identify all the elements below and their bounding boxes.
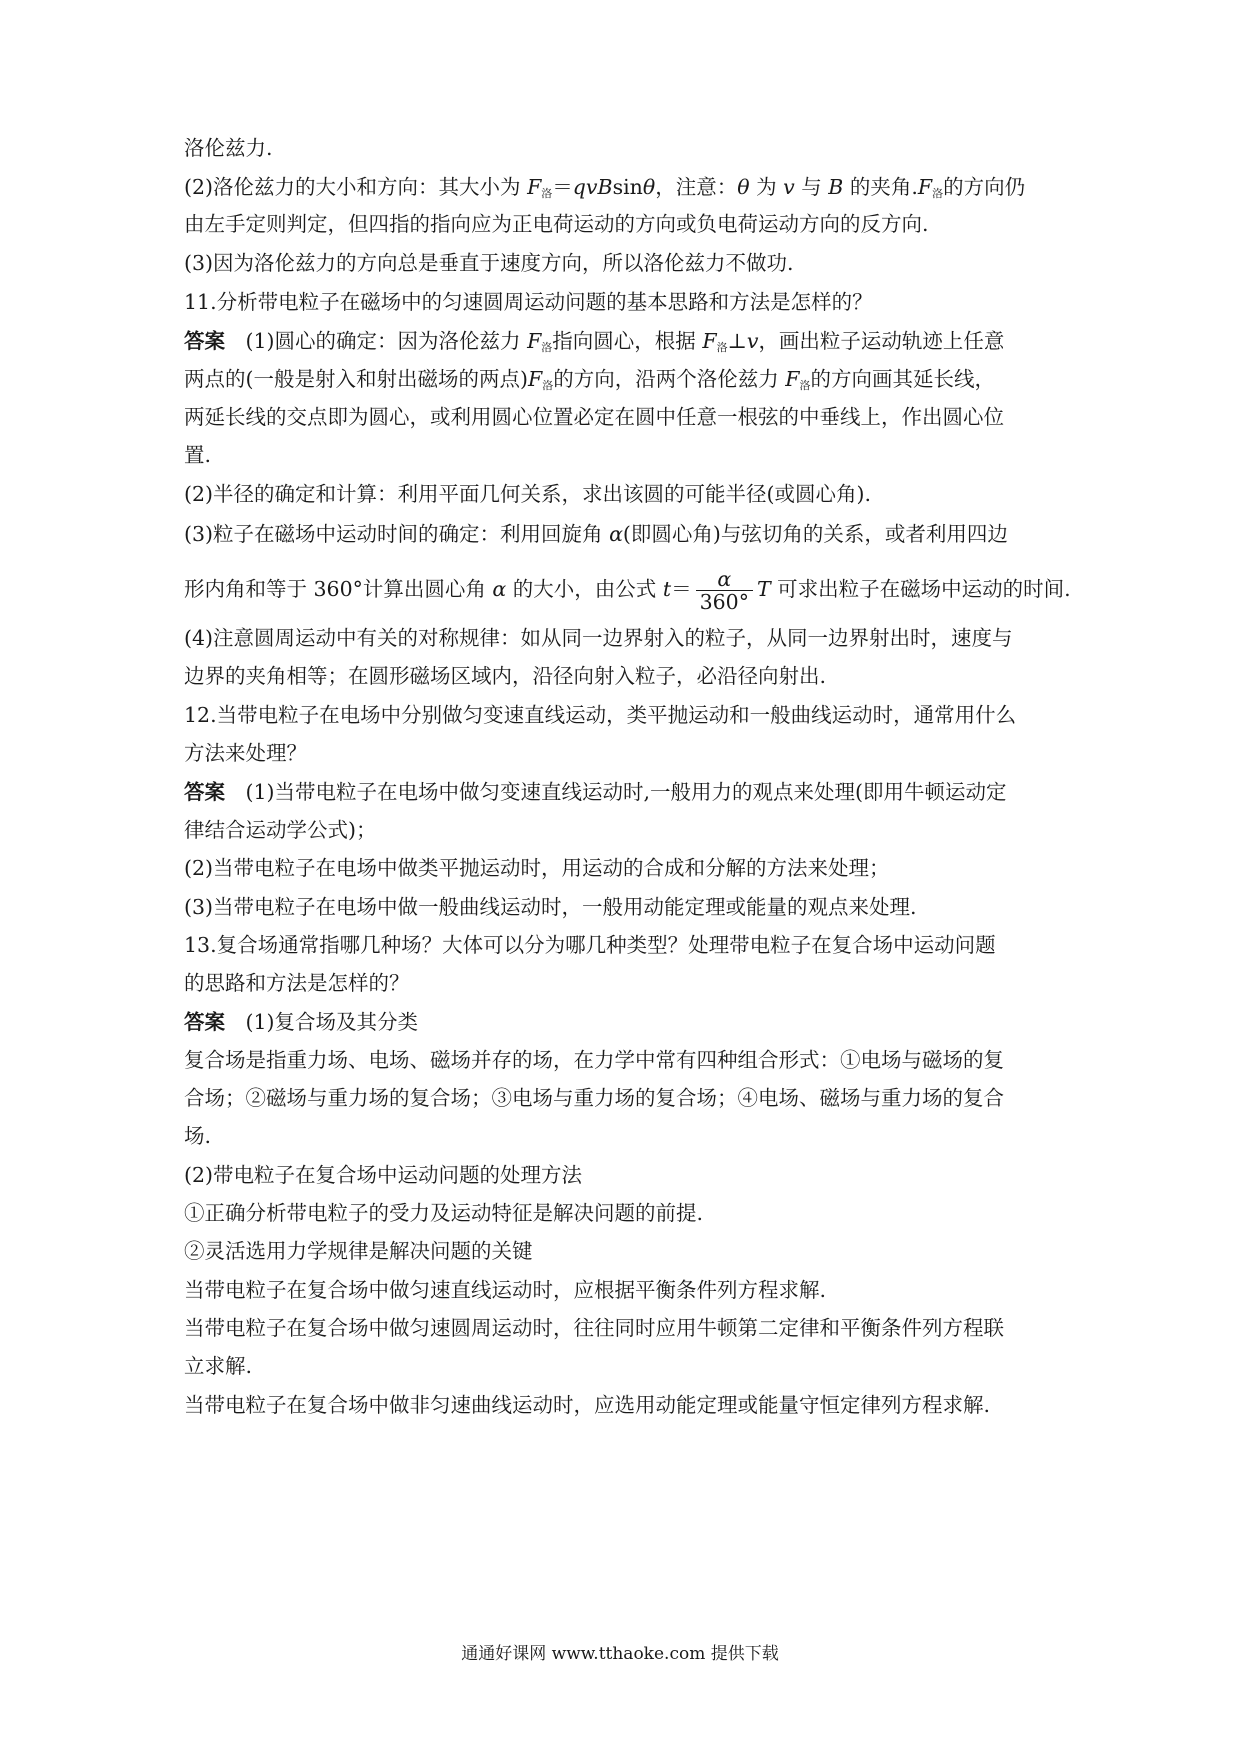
fraction-numerator: α <box>696 568 753 591</box>
text: 与 <box>794 175 829 199</box>
text-line <box>184 1275 1064 1305</box>
answer-line <box>184 326 1064 363</box>
text-line <box>184 479 1064 509</box>
text: 边界的夹角相等；在圆形磁场区域内，沿径向射入粒子，必沿径向射出. <box>184 664 827 688</box>
text: ＝ <box>552 175 573 199</box>
answer-label: 答案 <box>184 329 225 353</box>
answer-line <box>184 1007 1064 1037</box>
text: 的方向画其延长线， <box>810 367 995 391</box>
text: ，画出粒子运动轨迹上任意 <box>758 329 1005 353</box>
text-line <box>184 1198 1064 1228</box>
text: 当带电粒子在复合场中做匀速直线运动时，应根据平衡条件列方程求解. <box>184 1278 827 1302</box>
text: ②灵活选用力学规律是解决问题的关键 <box>184 1239 533 1263</box>
symbol: α <box>609 522 623 546</box>
text-line <box>184 1390 1064 1420</box>
answer-line <box>184 777 1064 807</box>
formula-line <box>184 563 1071 615</box>
text: (1)圆心的确定：因为洛伦兹力 <box>225 329 528 353</box>
text: (3)当带电粒子在电场中做一般曲线运动时，一般用动能定理或能量的观点来处理. <box>184 895 917 919</box>
text: 两延长线的交点即为圆心，或利用圆心位置必定在圆中任意一根弦的中垂线上，作出圆心位 <box>184 405 1004 429</box>
symbol: F <box>917 175 933 199</box>
symbol: θ <box>737 175 750 199</box>
text: 12.当带电粒子在电场中分别做匀变速直线运动，类平抛运动和一般曲线运动时，通常用什么 <box>184 703 1017 727</box>
text-line <box>184 815 1064 845</box>
text: 13.复合场通常指哪几种场？大体可以分为哪几种类型？处理带电粒子在复合场中运动问题 <box>184 933 996 957</box>
text: 合场；②磁场与重力场的复合场；③电场与重力场的复合场；④电场、磁场与重力场的复合 <box>184 1086 1004 1110</box>
text-line <box>184 1045 1064 1075</box>
text: 的大小，由公式 <box>506 577 663 601</box>
text-line <box>184 1121 1064 1151</box>
text: 的夹角. <box>843 175 918 199</box>
text: 场. <box>184 1124 212 1148</box>
symbol: v <box>783 175 795 199</box>
symbol: v <box>746 329 759 353</box>
text: (2)半径的确定和计算：利用平面几何关系，求出该圆的可能半径(或圆心角). <box>184 482 872 506</box>
text-line <box>184 661 1064 691</box>
fraction <box>696 568 753 613</box>
text-line <box>184 968 1064 998</box>
text: 的方向仍 <box>943 175 1026 199</box>
text: 复合场是指重力场、电场、磁场并存的场，在力学中常有四种组合形式：①电场与磁场的复 <box>184 1048 1004 1072</box>
text: (2)洛伦兹力的大小和方向：其大小为 <box>184 175 528 199</box>
text: 律结合运动学公式)； <box>184 818 377 842</box>
text-line <box>184 364 1064 401</box>
text-line <box>184 623 1064 653</box>
text: (4)注意圆周运动中有关的对称规律：如从同一边界射入的粒子，从同一边界射出时，速度与 <box>184 626 1013 650</box>
text: (即圆心角)与弦切角的关系，或者利用四边 <box>622 522 1008 546</box>
symbol: B <box>828 175 844 199</box>
symbol: qvB <box>572 175 613 199</box>
text: 的方向，沿两个洛伦兹力 <box>553 367 786 391</box>
text-line <box>184 1160 1064 1190</box>
page-footer <box>0 1642 1240 1666</box>
subscript: 洛 <box>932 187 944 200</box>
text: (2)当带电粒子在电场中做类平抛运动时，用运动的合成和分解的方法来处理； <box>184 856 890 880</box>
text: ＝ <box>671 577 692 601</box>
text: 可求出粒子在磁场中运动的时间. <box>770 577 1071 601</box>
text: (3)粒子在磁场中运动时间的确定：利用回旋角 <box>184 522 610 546</box>
subscript: 洛 <box>541 187 553 200</box>
symbol: α <box>492 577 507 601</box>
text: 洛伦兹力. <box>184 136 273 160</box>
text: ⊥ <box>727 329 747 353</box>
text: 当带电粒子在复合场中做非匀速曲线运动时，应选用动能定理或能量守恒定律列方程求解. <box>184 1393 991 1417</box>
text-line <box>184 402 1064 432</box>
text-line <box>184 519 1064 549</box>
text-line <box>184 738 1064 768</box>
text: sin <box>612 175 643 199</box>
text-line <box>184 853 1064 883</box>
text: 11.分析带电粒子在磁场中的匀速圆周运动问题的基本思路和方法是怎样的？ <box>184 290 873 314</box>
text: ，注意： <box>655 175 738 199</box>
answer-label: 答案 <box>184 1010 225 1034</box>
text-line <box>184 1083 1064 1113</box>
text: (1)复合场及其分类 <box>225 1010 419 1034</box>
symbol: T <box>756 577 771 601</box>
symbol: θ <box>642 175 656 199</box>
text: 两点的(一般是射入和射出磁场的两点) <box>184 367 528 391</box>
text-line <box>184 248 1064 278</box>
text: 置. <box>184 443 212 467</box>
fraction-denominator: 360° <box>699 590 749 614</box>
question-11 <box>184 287 1064 317</box>
subscript: 洛 <box>541 341 553 354</box>
text-line <box>184 892 1064 922</box>
symbol: F <box>785 367 800 391</box>
text-line <box>184 1236 1064 1266</box>
text-line <box>184 440 1064 470</box>
text-line <box>184 1313 1064 1343</box>
text: ①正确分析带电粒子的受力及运动特征是解决问题的前提. <box>184 1201 704 1225</box>
text: 形内角和等于 360°计算出圆心角 <box>184 577 493 601</box>
symbol: F <box>527 329 542 353</box>
subscript: 洛 <box>542 379 554 392</box>
text: 的思路和方法是怎样的？ <box>184 971 410 995</box>
text: 指向圆心，根据 <box>552 329 703 353</box>
symbol: F <box>527 175 542 199</box>
text: 当带电粒子在复合场中做匀速圆周运动时，往往同时应用牛顿第二定律和平衡条件列方程联 <box>184 1316 1004 1340</box>
text: 立求解. <box>184 1354 253 1378</box>
text-line <box>184 133 1064 163</box>
text-line <box>184 172 1064 209</box>
text-line <box>184 1351 1064 1381</box>
text: (2)带电粒子在复合场中运动问题的处理方法 <box>184 1163 583 1187</box>
answer-label: 答案 <box>184 780 225 804</box>
text: 由左手定则判定，但四指的指向应为正电荷运动的方向或负电荷运动方向的反方向. <box>184 212 929 236</box>
subscript: 洛 <box>799 379 811 392</box>
question-12 <box>184 700 1064 730</box>
symbol: F <box>528 367 543 391</box>
text: 为 <box>749 175 784 199</box>
text: (3)因为洛伦兹力的方向总是垂直于速度方向，所以洛伦兹力不做功. <box>184 251 794 275</box>
question-13 <box>184 930 1064 960</box>
symbol: t <box>662 577 672 601</box>
text-line <box>184 209 1064 239</box>
text: (1)当带电粒子在电场中做匀变速直线运动时,一般用力的观点来处理(即用牛顿运动定 <box>225 780 1007 804</box>
footer-text: 通通好课网 www.tthaoke.com 提供下载 <box>461 1644 779 1664</box>
symbol: F <box>702 329 717 353</box>
text: 方法来处理？ <box>184 741 307 765</box>
subscript: 洛 <box>716 341 728 354</box>
